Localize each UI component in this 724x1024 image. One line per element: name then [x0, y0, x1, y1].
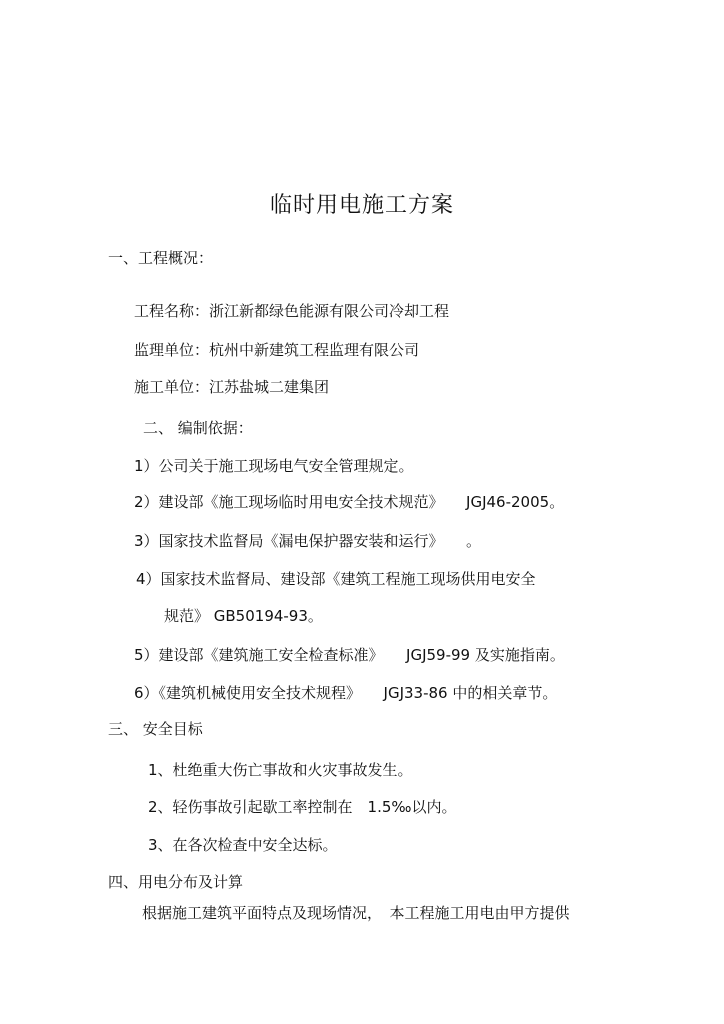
goal-item-2: 2、轻伤事故引起歇工率控制在 1.5‰以内。	[148, 798, 457, 816]
section1-heading: 一、工程概况：	[108, 249, 214, 267]
goal-item-1: 1、杜绝重大伤亡事故和火灾事故发生。	[148, 761, 413, 779]
basis-item-4: 4）国家技术监督局、建设部《建筑工程施工现场供用电安全	[136, 570, 536, 588]
section2-heading: 二、 编制依据：	[143, 419, 253, 437]
basis-item-3: 3）国家技术监督局《漏电保护器安装和运行》 。	[134, 532, 482, 550]
basis-item-5: 5）建设部《建筑施工安全检查标准》 JGJ59-99 及实施指南。	[134, 646, 565, 664]
project-name-line: 工程名称：浙江新都绿色能源有限公司冷却工程	[134, 302, 450, 320]
section3-heading: 三、 安全目标	[108, 720, 203, 738]
basis-item-6: 6）《建筑机械使用安全技术规程》 JGJ33-86 中的相关章节。	[134, 684, 558, 702]
basis-item-2: 2）建设部《施工现场临时用电安全技术规范》 JGJ46-2005。	[134, 493, 565, 511]
document-title: 临时用电施工方案	[269, 193, 454, 218]
basis-item-1: 1）公司关于施工现场电气安全管理规定。	[134, 457, 414, 475]
goal-item-3: 3、在各次检查中安全达标。	[148, 836, 338, 854]
supervisor-line: 监理单位：杭州中新建筑工程监理有限公司	[134, 341, 420, 359]
section4-heading: 四、用电分布及计算	[108, 873, 244, 891]
contractor-line: 施工单位：江苏盐城二建集团	[134, 378, 330, 396]
section4-paragraph: 根据施工建筑平面特点及现场情况， 本工程施工用电由甲方提供	[142, 904, 570, 922]
basis-item-4-continued: 规范》 GB50194-93。	[164, 607, 323, 625]
